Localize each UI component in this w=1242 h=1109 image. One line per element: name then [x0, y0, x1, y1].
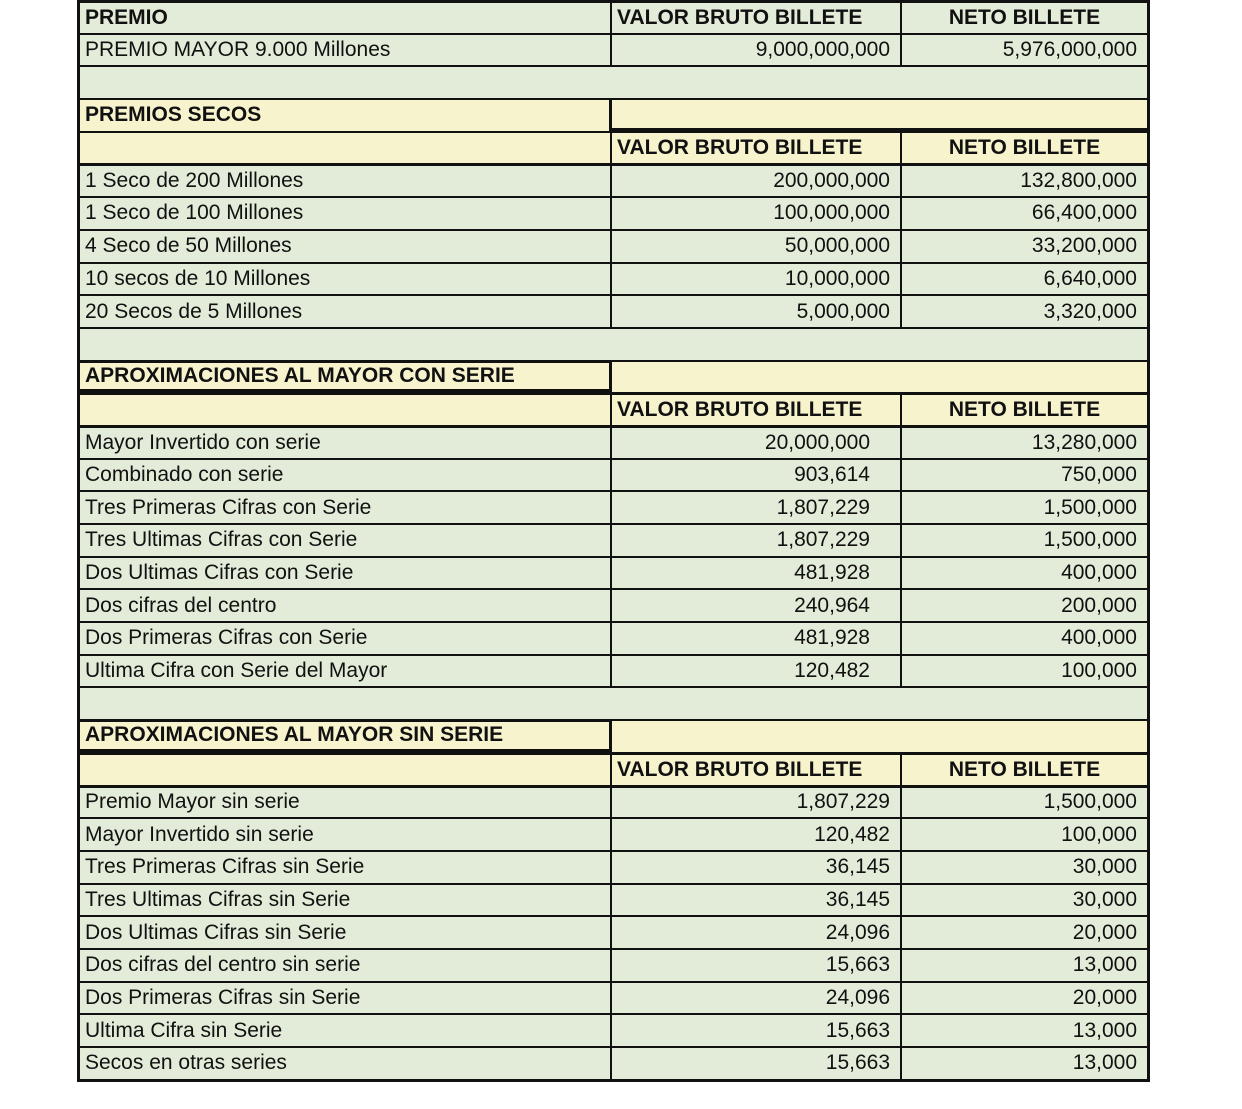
- table-row: [80, 883, 1147, 916]
- row-label: Secos en otras series: [80, 1048, 612, 1079]
- row-valor-bruto: 481,928: [612, 623, 902, 654]
- row-label: Ultima Cifra con Serie del Mayor: [80, 656, 612, 687]
- row-label: Mayor Invertido sin serie: [80, 819, 612, 850]
- row-label: Combinado con serie: [80, 460, 612, 491]
- row-neto: 30,000: [1072, 855, 1137, 879]
- secos-header-row: [80, 131, 1147, 164]
- sin-serie-title-row: [80, 719, 1147, 752]
- row-label: Ultima Cifra sin Serie: [80, 1015, 612, 1046]
- row-valor-bruto: 50,000,000: [612, 231, 902, 262]
- mayor-bruto: 9,000,000,000: [612, 35, 902, 66]
- row-valor-bruto: 1,807,229: [612, 525, 902, 556]
- row-neto: 13,000: [1072, 953, 1137, 977]
- secos-header-neto: NETO BILLETE: [948, 136, 1101, 160]
- row-label: Tres Ultimas Cifras con Serie: [80, 525, 612, 556]
- table-row: [80, 621, 1147, 654]
- row-neto: 400,000: [1061, 561, 1137, 585]
- row-label: Dos cifras del centro sin serie: [80, 950, 612, 981]
- secos-header-bruto: VALOR BRUTO BILLETE: [612, 133, 902, 164]
- secos-title-row: [80, 98, 1147, 131]
- row-valor-bruto: 1,807,229: [612, 788, 902, 818]
- row-valor-bruto: 120,482: [612, 656, 902, 687]
- spacer-row: [80, 65, 1147, 98]
- row-neto: 1,500,000: [1043, 790, 1137, 814]
- row-neto: 400,000: [1061, 626, 1137, 650]
- table-row: [80, 915, 1147, 948]
- row-label: Tres Primeras Cifras sin Serie: [80, 852, 612, 883]
- row-valor-bruto: 24,096: [612, 917, 902, 948]
- row-label: 1 Seco de 200 Millones: [80, 166, 612, 196]
- row-label: Mayor Invertido con serie: [80, 428, 612, 458]
- mayor-neto: 5,976,000,000: [1002, 38, 1137, 62]
- table-row: [80, 785, 1147, 818]
- table-row: [80, 458, 1147, 491]
- row-label: Dos cifras del centro: [80, 590, 612, 621]
- con-serie-title-row: [80, 360, 1147, 393]
- mayor-row: [80, 33, 1147, 66]
- con-serie-header-bruto: VALOR BRUTO BILLETE: [612, 395, 902, 425]
- row-valor-bruto: 1,807,229: [612, 492, 902, 523]
- row-neto: 13,000: [1072, 1018, 1137, 1042]
- row-valor-bruto: 15,663: [612, 1048, 902, 1079]
- spacer-row: [80, 686, 1147, 719]
- row-valor-bruto: 120,482: [612, 819, 902, 850]
- row-valor-bruto: 481,928: [612, 558, 902, 589]
- row-neto: 6,640,000: [1043, 266, 1137, 290]
- header-valor-bruto: VALOR BRUTO BILLETE: [612, 3, 902, 33]
- row-neto: 1,500,000: [1043, 495, 1137, 519]
- row-neto: 100,000: [1061, 822, 1137, 846]
- row-neto: 13,000: [1072, 1051, 1137, 1075]
- row-label: 10 secos de 10 Millones: [80, 264, 612, 295]
- table-row: [80, 556, 1147, 589]
- row-valor-bruto: 24,096: [612, 983, 902, 1014]
- row-neto: 3,320,000: [1043, 299, 1137, 323]
- row-neto: 1,500,000: [1043, 528, 1137, 552]
- row-label: Dos Primeras Cifras con Serie: [80, 623, 612, 654]
- row-neto: 13,280,000: [1031, 430, 1137, 454]
- table-row: [80, 817, 1147, 850]
- row-neto: 200,000: [1061, 593, 1137, 617]
- row-valor-bruto: 200,000,000: [612, 166, 902, 196]
- sin-serie-header-blank: [80, 755, 612, 785]
- row-label: Dos Primeras Cifras sin Serie: [80, 983, 612, 1014]
- header-premio: PREMIO: [80, 3, 612, 33]
- sin-serie-header-bruto: VALOR BRUTO BILLETE: [612, 755, 902, 785]
- table-row: [80, 262, 1147, 295]
- row-valor-bruto: 15,663: [612, 950, 902, 981]
- table-row: [80, 981, 1147, 1014]
- row-neto: 33,200,000: [1031, 234, 1137, 258]
- table-row: [80, 196, 1147, 229]
- row-valor-bruto: 100,000,000: [612, 198, 902, 229]
- table-row: [80, 523, 1147, 556]
- table-row: [80, 425, 1147, 458]
- row-neto: 66,400,000: [1031, 201, 1137, 225]
- row-valor-bruto: 903,614: [612, 460, 902, 491]
- row-label: Dos Ultimas Cifras con Serie: [80, 558, 612, 589]
- row-label: Tres Ultimas Cifras sin Serie: [80, 885, 612, 916]
- prize-table: [77, 0, 1150, 1082]
- table-row: [80, 588, 1147, 621]
- row-valor-bruto: 240,964: [612, 590, 902, 621]
- row-neto: 132,800,000: [1020, 169, 1137, 193]
- row-label: Tres Primeras Cifras con Serie: [80, 492, 612, 523]
- row-valor-bruto: 36,145: [612, 852, 902, 883]
- table-row: [80, 490, 1147, 523]
- secos-header-blank: [80, 133, 612, 164]
- row-neto: 100,000: [1061, 659, 1137, 683]
- header-row: [80, 0, 1147, 33]
- row-label: Dos Ultimas Cifras sin Serie: [80, 917, 612, 948]
- table-row: [80, 229, 1147, 262]
- row-valor-bruto: 5,000,000: [612, 296, 902, 327]
- header-neto: NETO BILLETE: [948, 5, 1101, 29]
- row-neto: 750,000: [1061, 462, 1137, 486]
- table-row: [80, 294, 1147, 327]
- row-neto: 20,000: [1072, 920, 1137, 944]
- sin-serie-header-row: [80, 752, 1147, 785]
- sin-serie-title: APROXIMACIONES AL MAYOR SIN SERIE: [80, 719, 612, 752]
- table-row: [80, 850, 1147, 883]
- secos-title: PREMIOS SECOS: [80, 100, 612, 131]
- con-serie-header-neto: NETO BILLETE: [948, 398, 1101, 422]
- row-neto: 20,000: [1072, 985, 1137, 1009]
- row-valor-bruto: 36,145: [612, 885, 902, 916]
- sin-serie-header-neto: NETO BILLETE: [948, 757, 1101, 781]
- row-label: 1 Seco de 100 Millones: [80, 198, 612, 229]
- mayor-label: PREMIO MAYOR 9.000 Millones: [80, 35, 612, 66]
- table-row: [80, 1046, 1147, 1079]
- row-label: Premio Mayor sin serie: [80, 788, 612, 818]
- table-row: [80, 1013, 1147, 1046]
- row-label: 4 Seco de 50 Millones: [80, 231, 612, 262]
- row-label: 20 Secos de 5 Millones: [80, 296, 612, 327]
- table-row: [80, 163, 1147, 196]
- table-row: [80, 948, 1147, 981]
- row-valor-bruto: 20,000,000: [612, 428, 902, 458]
- spacer-row: [80, 327, 1147, 360]
- row-valor-bruto: 10,000,000: [612, 264, 902, 295]
- table-row: [80, 654, 1147, 687]
- con-serie-header-blank: [80, 395, 612, 425]
- con-serie-title: APROXIMACIONES AL MAYOR CON SERIE: [80, 360, 612, 393]
- con-serie-header-row: [80, 392, 1147, 425]
- row-valor-bruto: 15,663: [612, 1015, 902, 1046]
- row-neto: 30,000: [1072, 887, 1137, 911]
